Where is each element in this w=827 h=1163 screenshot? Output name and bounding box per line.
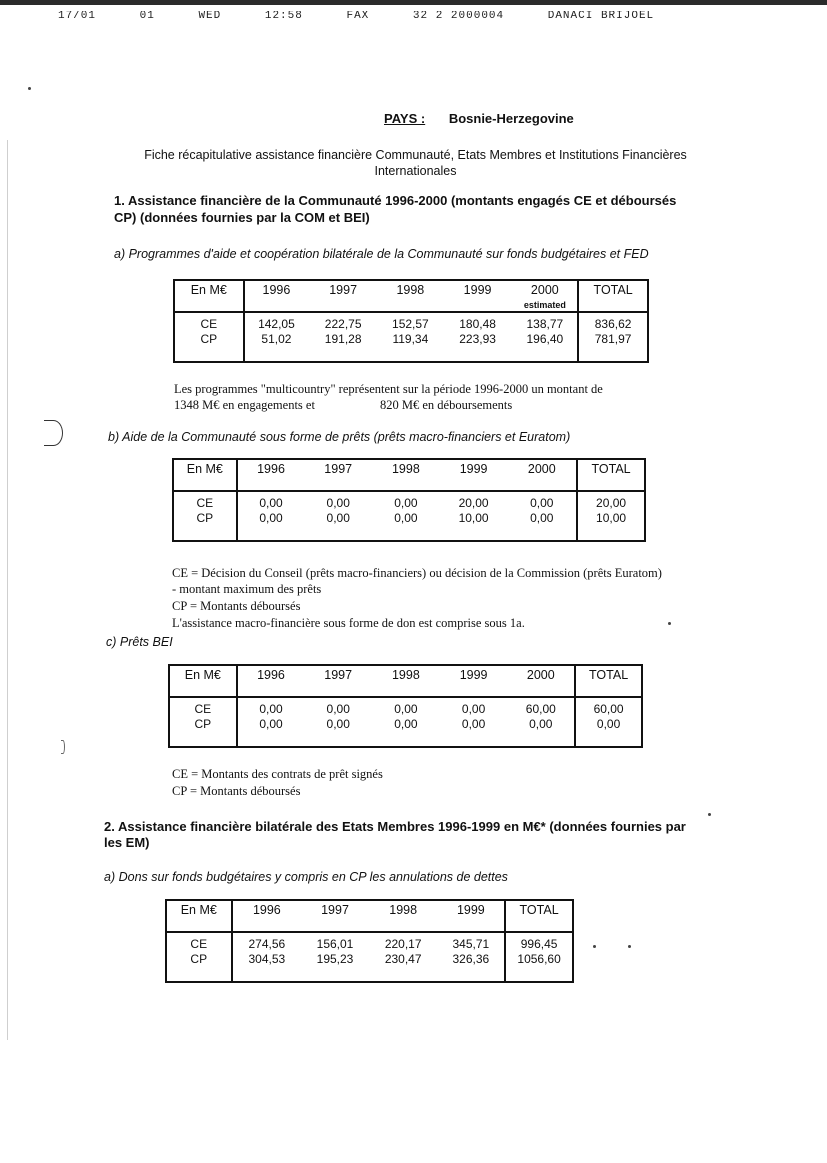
table-header: 1999	[443, 280, 513, 312]
fax-header-rule	[0, 0, 827, 5]
table-header: TOTAL	[575, 665, 642, 697]
table-header: En M€	[169, 665, 237, 697]
table-header: 1998	[372, 665, 440, 697]
country-heading	[384, 111, 574, 126]
fax-time: 12:58	[264, 11, 303, 22]
note-1c-line1: CE = Montants des contrats de prêt signés	[172, 767, 383, 781]
row-labels: CE CP	[166, 932, 232, 982]
note-1b-line2: - montant maximum des prêts	[172, 582, 322, 596]
table-cell: 20,00 10,00	[458, 496, 489, 525]
scan-speck	[708, 813, 711, 816]
note-1a-line2b: 820 M€ en déboursements	[380, 398, 513, 412]
note-1b-line4: L'assistance macro-financière sous forme de don est comprise sous 1a.	[172, 616, 525, 630]
document-subtitle: Fiche récapitulative assistance financière Communauté, Etats Membres et Institutions Financières Internationales	[144, 148, 687, 178]
fax-transmission-header	[58, 11, 758, 23]
table-header: TOTAL	[505, 900, 573, 932]
table-cell: 0,00 0,00	[326, 496, 350, 525]
punch-hole-mark-small	[61, 740, 65, 754]
country-label: PAYS :	[384, 111, 426, 126]
table-header: 1999	[440, 459, 508, 491]
table-cell: 345,71 326,36	[452, 937, 490, 966]
scan-speck	[28, 87, 31, 90]
table-header: 1996	[237, 665, 305, 697]
table-1c-eib-loans	[168, 664, 643, 748]
table-cell-total: 20,00 10,00	[577, 491, 645, 541]
table-header: 2000	[507, 665, 575, 697]
table-header: 1998	[372, 459, 440, 491]
fax-number: 32 2 2000004	[412, 11, 505, 22]
table-header: 2000	[507, 459, 577, 491]
table-header: 1997	[308, 280, 378, 312]
section2a-title: a) Dons sur fonds budgétaires y compris en CP les annulations de dettes	[104, 870, 508, 884]
scan-margin-line	[7, 140, 8, 1040]
table-cell: 0,00 0,00	[461, 702, 486, 731]
table-cell: 152,57 119,34	[392, 317, 429, 346]
table-cell: 0,00 0,00	[259, 496, 283, 525]
scan-speck	[593, 945, 596, 948]
table-cell-total: 996,45 1056,60	[505, 932, 573, 982]
table-header: 1997	[304, 459, 372, 491]
table-cell: 274,56 304,53	[248, 937, 286, 966]
table-header: 1996	[232, 900, 302, 932]
note-1c-line2: CP = Montants déboursés	[172, 784, 301, 798]
table-header: 1997	[301, 900, 369, 932]
table-cell: 60,00 0,00	[525, 702, 556, 731]
table-cell: 0,00 0,00	[259, 702, 283, 731]
table-header: TOTAL	[578, 280, 648, 312]
table-header: 1998	[378, 280, 443, 312]
table-header: 1997	[304, 665, 372, 697]
table-header: TOTAL	[577, 459, 645, 491]
table-header: En M€	[174, 280, 244, 312]
table-1a-community-programmes	[173, 279, 649, 363]
section1c-title: c) Prêts BEI	[106, 635, 173, 649]
country-name: Bosnie-Herzegovine	[448, 111, 574, 126]
fax-weekday: WED	[198, 11, 222, 22]
table-cell: 0,00 0,00	[394, 496, 418, 525]
table-2a-member-state-grants	[165, 899, 574, 983]
table-header-2000	[512, 280, 578, 312]
fax-year: 01	[139, 11, 155, 22]
table-cell: 156,01 195,23	[316, 937, 354, 966]
punch-hole-mark	[44, 420, 63, 446]
estimated-note: estimated	[523, 300, 566, 310]
scan-speck	[628, 945, 631, 948]
section2-title-cont: les EM)	[104, 835, 150, 850]
table-cell: 220,17 230,47	[384, 937, 422, 966]
section1a-title: a) Programmes d'aide et coopération bilatérale de la Communauté sur fonds budgétaires et FED	[114, 247, 649, 261]
note-1b-line3: CP = Montants déboursés	[172, 599, 301, 613]
table-cell: 138,77 196,40	[526, 317, 564, 346]
row-labels: CE CP	[174, 312, 244, 362]
section1b-title: b) Aide de la Communauté sous forme de prêts (prêts macro-financiers et Euratom)	[108, 430, 571, 444]
table-header: 1998	[369, 900, 438, 932]
note-1b-line1: CE = Décision du Conseil (prêts macro-financiers) ou décision de la Commission (prêts Euratom)	[172, 566, 662, 580]
note-1a-line1: Les programmes "multicountry" représentent sur la période 1996-2000 un montant de	[174, 382, 603, 396]
table-cell: 0,00 0,00	[326, 702, 350, 731]
section2-title: 2. Assistance financière bilatérale des Etats Membres 1996-1999 en M€* (données fournies par	[104, 819, 686, 834]
table-1b-community-loans	[172, 458, 646, 542]
scan-speck	[668, 622, 671, 625]
table-cell: 222,75 191,28	[324, 317, 362, 346]
table-cell: 0,00 0,00	[394, 702, 418, 731]
fax-date: 17/01	[58, 11, 97, 22]
row-labels: CE CP	[169, 697, 237, 747]
table-cell: 0,00 0,00	[530, 496, 554, 525]
table-header: En M€	[166, 900, 232, 932]
table-header: 1999	[438, 900, 506, 932]
table-header: 1996	[244, 280, 309, 312]
section1-title: 1. Assistance financière de la Communauté 1996-2000 (montants engagés CE et déboursés	[114, 193, 677, 208]
table-cell-total: 60,00 0,00	[575, 697, 642, 747]
row-labels: CE CP	[173, 491, 237, 541]
table-cell: 142,05 51,02	[258, 317, 295, 346]
table-cell: 180,48 223,93	[459, 317, 496, 346]
table-cell-total: 836,62 781,97	[578, 312, 648, 362]
table-header: 1996	[237, 459, 305, 491]
note-1a-line2a: 1348 M€ en engagements et	[174, 398, 315, 412]
table-header: En M€	[173, 459, 237, 491]
fax-label: FAX	[346, 11, 370, 22]
section1-title-cont: CP) (données fournies par la COM et BEI)	[114, 210, 370, 225]
fax-sender: DANACI BRIJOEL	[547, 11, 655, 22]
table-header: 2000	[530, 283, 559, 297]
table-header: 1999	[440, 665, 508, 697]
